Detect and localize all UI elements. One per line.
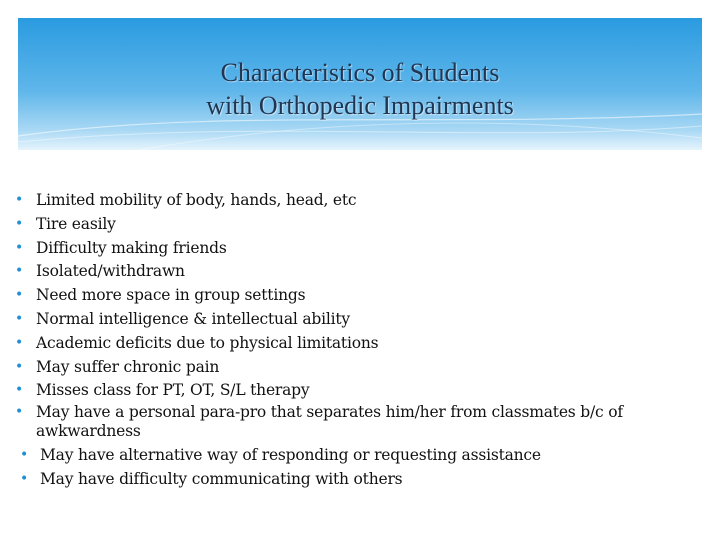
bullet-list [12,189,718,492]
list-item: • Need more space in group settings [12,284,718,308]
bullet-icon: • [15,334,24,351]
list-item: • May suffer chronic pain [12,356,718,380]
list-item: • Normal intelligence & intellectual ability [12,308,718,332]
bullet-icon: • [15,263,24,280]
bullet-icon: • [15,382,24,399]
list-item: • May have a personal para-pro that separates him/her from classmates b/c of awkwardness [15,403,623,441]
list-item: • Misses class for PT, OT, S/L therapy [12,379,718,403]
bullet-icon: • [15,215,24,232]
bullet-icon: • [20,470,29,487]
slide-title-line-1: Characteristics of Students [220,58,500,87]
bullet-icon: • [15,287,24,304]
slide-title [0,56,720,122]
bullet-icon: • [15,192,24,208]
list-item: • Limited mobility of body, hands, head, etc [12,189,718,213]
bullet-icon: • [20,447,29,464]
bullet-icon: • [15,239,24,256]
list-item: • May have alternative way of responding or requesting assistance [12,444,718,468]
list-item: • Academic deficits due to physical limitations [12,332,718,356]
list-item: • Tire easily [12,213,718,237]
list-item: • May have difficulty communicating with others [12,468,718,492]
bullet-icon: • [15,404,24,421]
list-item: • Isolated/withdrawn [12,260,718,284]
slide-title-line-2: with Orthopedic Impairments [206,91,514,120]
bullet-icon: • [15,310,24,327]
list-item: • Difficulty making friends [12,237,718,261]
bullet-icon: • [15,358,24,375]
